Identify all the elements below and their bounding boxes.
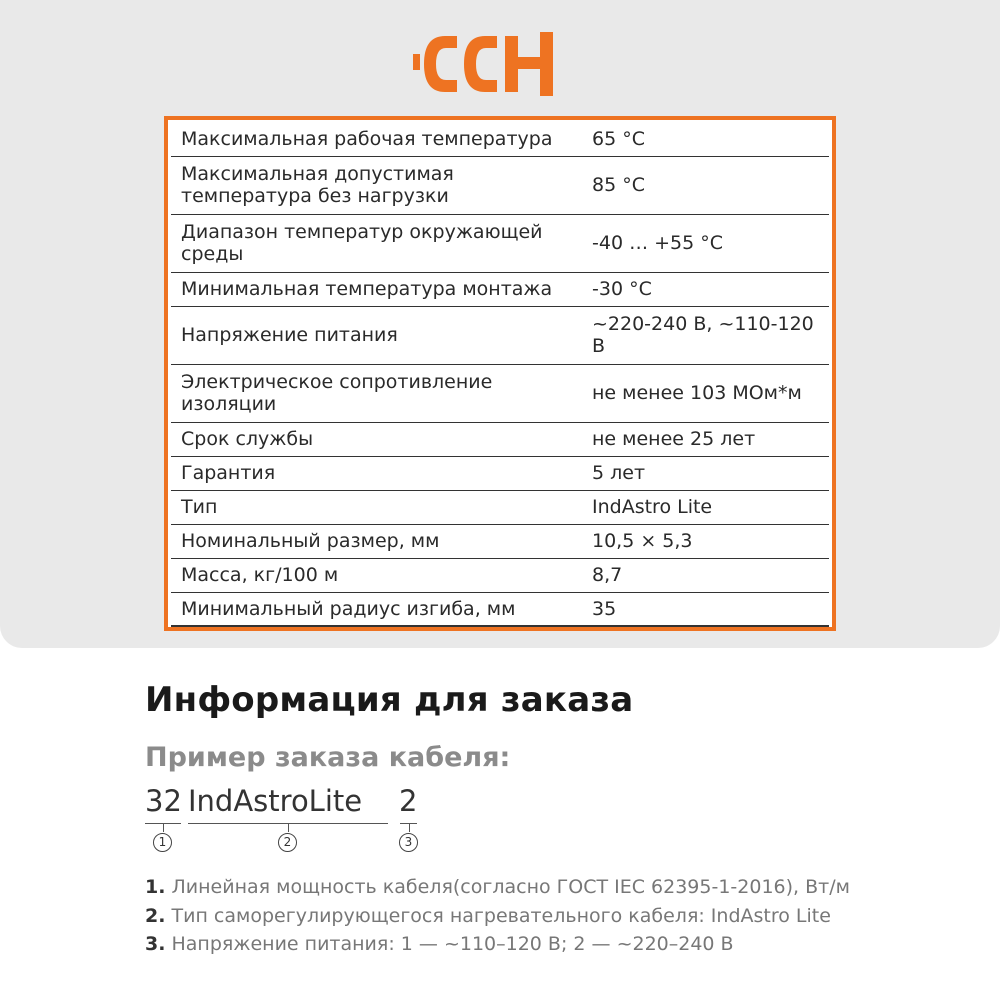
spec-param: Максимальная допустимая температура без нагрузки [171, 156, 580, 214]
spec-param: Напряжение питания [171, 306, 580, 364]
order-info-title: Информация для заказа [145, 680, 634, 720]
spec-row [171, 422, 829, 456]
spec-value: 10,5 × 5,3 [580, 524, 829, 558]
spec-row [171, 558, 829, 592]
spec-row [171, 306, 829, 364]
spec-row [171, 490, 829, 524]
spec-row [171, 156, 829, 214]
spec-param: Электрическое сопротивление изоляции [171, 364, 580, 422]
spec-value: -30 °C [580, 272, 829, 306]
legend-text: Тип саморегулирующегося нагревательного кабеля: IndAstro Lite [171, 904, 831, 927]
spec-param: Срок службы [171, 422, 580, 456]
spec-param: Тип [171, 490, 580, 524]
spec-value: ~220-240 В, ~110-120 В [580, 306, 829, 364]
spec-param: Масса, кг/100 м [171, 558, 580, 592]
code-part-power: 32 [145, 784, 182, 818]
legend-num: 1. [145, 876, 166, 898]
spec-value: не менее 25 лет [580, 422, 829, 456]
spec-value: 8,7 [580, 558, 829, 592]
code-part-type: IndAstroLite [188, 784, 363, 818]
code-brace-3 [400, 823, 417, 833]
spec-param: Максимальная рабочая температура [171, 122, 580, 156]
code-brace-2 [188, 823, 388, 833]
spec-param: Диапазон температур окружающей среды [171, 214, 580, 272]
legend-text: Линейная мощность кабеля(согласно ГОСТ IEC 62395-1-2016), Вт/м [171, 876, 850, 898]
marker-1: 1 [153, 833, 172, 852]
code-brace-1 [145, 823, 181, 833]
legend-num: 3. [145, 933, 166, 955]
spec-param: Номинальный размер, мм [171, 524, 580, 558]
code-part-voltage: 2 [399, 784, 418, 818]
spec-value: 65 °C [580, 122, 829, 156]
spec-value: -40 … +55 °C [580, 214, 829, 272]
legend-text: Напряжение питания: 1 — ~110–120 В; 2 — ~220–240 В [171, 933, 734, 955]
order-example-label: Пример заказа кабеля: [145, 742, 511, 773]
order-legend [145, 873, 850, 959]
marker-3: 3 [399, 833, 418, 852]
spec-param: Минимальный радиус изгиба, мм [171, 592, 580, 626]
spec-row [171, 456, 829, 490]
spec-value: 35 [580, 592, 829, 626]
spec-param: Гарантия [171, 456, 580, 490]
spec-value: IndAstro Lite [580, 490, 829, 524]
spec-row [171, 592, 829, 626]
legend-item [145, 902, 850, 931]
spec-row [171, 272, 829, 306]
marker-2: 2 [278, 833, 297, 852]
legend-item [145, 873, 850, 902]
spec-value: 5 лет [580, 456, 829, 490]
spec-value: 85 °C [580, 156, 829, 214]
spec-row [171, 122, 829, 156]
spec-row [171, 214, 829, 272]
spec-param: Минимальная температура монтажа [171, 272, 580, 306]
legend-item [145, 930, 850, 959]
cci-logo-icon [413, 30, 555, 100]
spec-row [171, 364, 829, 422]
spec-table [171, 122, 829, 627]
legend-num: 2. [145, 904, 166, 927]
spec-value: не менее 103 МОм*м [580, 364, 829, 422]
spec-table-frame [164, 116, 836, 631]
spec-row [171, 524, 829, 558]
